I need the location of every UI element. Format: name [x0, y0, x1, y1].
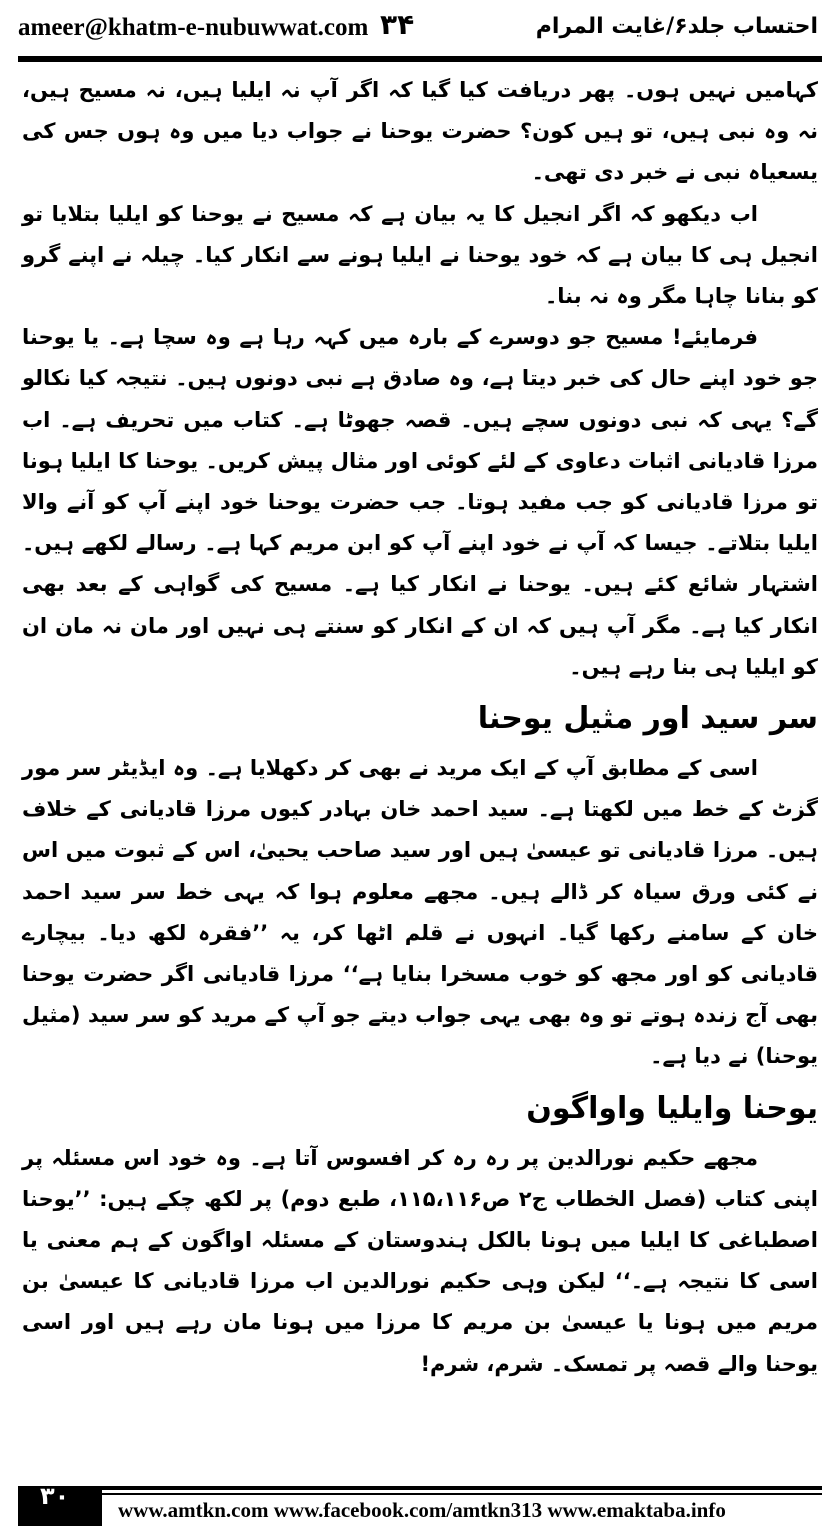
header-book-title: احتساب جلد۶/غایت المرام	[535, 14, 818, 39]
section-heading-1: سر سید اور مثیل یوحنا	[477, 701, 818, 737]
header-email: ameer@khatm-e-nubuwwat.com	[18, 14, 369, 41]
paragraph-1: کہامیں نہیں ہوں۔ پھر دریافت کیا گیا کہ اگر آپ نہ ایلیا ہیں، نہ مسیح ہیں، نہ وہ نبی ہیں، تو ہیں کون؟ حضرت یوحنا نے جواب دیا میں وہ ہوں جس کی یسعیاہ نبی نے خبر دی تھی۔	[22, 78, 818, 185]
section-heading-2: یوحنا وایلیا واواگون	[526, 1090, 818, 1126]
paragraph-5: مجھے حکیم نورالدین پر رہ رہ کر افسوس آتا ہے۔ وہ خود اس مسئلہ پر اپنی کتاب (فصل الخطاب ج۲ ص۱۱۵،۱۱۶، طبع دوم) پر لکھ چکے ہیں: ’’یوحنا اصطباغی کا ایلیا میں ہونا بالکل ہندوستان کے مسئلہ اواگون کے ہم معنی یا اسی کا نتیجہ ہے۔‘‘ لیکن وہی حکیم نورالدین اب مرزا قادیانی کا عیسیٰ بن مریم میں ہونا یا عیسیٰ بن مریم کا مرزا میں ہونا مان رہے ہیں اور اسی یوحنا والے قصہ پر تمسک۔ شرم، شرم!	[22, 1145, 818, 1376]
header-rule	[18, 56, 822, 62]
header-page-number: ۳۴	[380, 8, 415, 41]
paragraph-2: اب دیکھو کہ اگر انجیل کا یہ بیان ہے کہ مسیح نے یوحنا کو ایلیا بتلایا تو انجیل ہی کا بیان ہے کہ خود یوحنا نے ایلیا ہونے سے انکار کیا۔ چیلہ نے اپنے گرو کو بنانا چاہا مگر وہ نہ بنا۔	[22, 201, 818, 309]
page-footer	[0, 1470, 840, 1540]
page-body	[22, 70, 818, 1385]
paragraph-4: اسی کے مطابق آپ کے ایک مرید نے بھی کر دکھلایا ہے۔ وہ ایڈیٹر سر مور گزٹ کے خط میں لکھتا ہے۔ سید احمد خان بہادر کیوں مرزا قادیانی کے خلاف ہیں۔ مرزا قادیانی تو عیسیٰ ہیں اور سید صاحب یحییٰ، اس کے ثبوت میں اس نے کئی ورق سیاہ کر ڈالے ہیں۔ مجھے معلوم ہوا کہ یہی خط سر سید احمد خان کے سامنے رکھا گیا۔ انہوں نے قلم اٹھا کر، یہ ’’فقرہ لکھ دیا۔ بیچارے قادیانی کو اور مجھ کو خوب مسخرا بنایا ہے‘‘ مرزا قادیانی اگر حضرت یوحنا بھی آج زندہ ہوتے تو وہ بھی یہی جواب دیتے جو آپ کے مرید کو سر سید (مثیل یوحنا) نے دیا ہے۔	[22, 756, 818, 1069]
footer-rule-thick	[102, 1486, 822, 1490]
footer-page-number: ۳۰	[40, 1482, 70, 1510]
footer-rule-thin	[102, 1493, 822, 1495]
footer-links: www.amtkn.com www.facebook.com/amtkn313 www.emaktaba.info	[118, 1498, 726, 1522]
page-header	[0, 0, 840, 64]
paragraph-3: فرمایئے! مسیح جو دوسرے کے بارہ میں کہہ رہا ہے وہ سچا ہے۔ یا یوحنا جو خود اپنے حال کی خبر دیتا ہے، وہ صادق ہے نبی دونوں ہیں۔ نتیجہ کیا نکالو گے؟ یہی کہ نبی دونوں سچے ہیں۔ قصہ جھوٹا ہے۔ کتاب میں تحریف ہے۔ اب مرزا قادیانی اثبات دعاوی کے لئے کوئی اور مثال پیش کریں۔ یوحنا کا ایلیا ہونا تو مرزا قادیانی کو جب مفید ہوتا۔ جب حضرت یوحنا خود اپنے آپ کو آنے والا ایلیا بتلاتے۔ جیسا کہ آپ نے خود اپنے آپ کو ابن مریم کہا ہے۔ رسالے لکھے ہیں۔ اشتہار شائع کئے ہیں۔ یوحنا نے انکار کیا ہے۔ مسیح کی گواہی کے بعد بھی انکار کیا ہے۔ مگر آپ ہیں کہ ان کے انکار کو سنتے ہی نہیں اور مان نہ مان ان کو ایلیا ہی بنا رہے ہیں۔	[22, 325, 818, 679]
